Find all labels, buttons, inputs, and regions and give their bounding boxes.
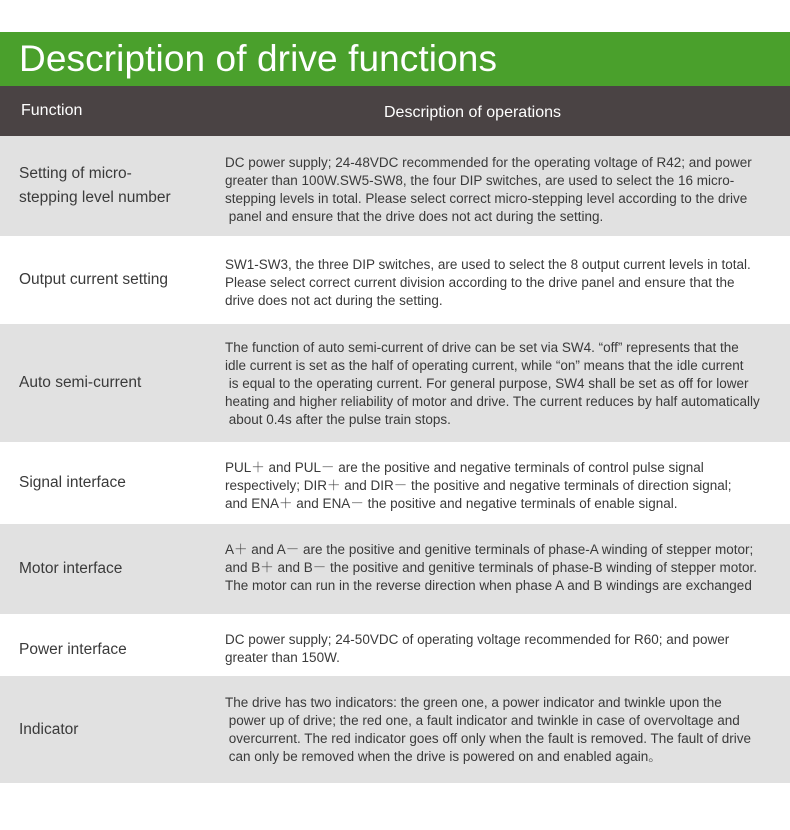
description-cell <box>225 256 785 310</box>
table-header <box>0 86 790 136</box>
description-line: heating and higher reliability of motor and drive. The current reduces by half automatically <box>225 394 760 409</box>
description-line: power up of drive; the red one, a fault indicator and twinkle in case of overvoltage and <box>225 713 740 728</box>
description-cell <box>225 339 785 429</box>
description-cell <box>225 459 785 513</box>
description-line: and ENA＋ and ENA－ the positive and negative terminals of enable signal. <box>225 496 678 511</box>
column-header-description: Description of operations <box>384 104 561 121</box>
function-cell: Motor interface <box>19 560 123 577</box>
description-line: stepping levels in total. Please select correct micro-stepping level according to the drive <box>225 191 748 206</box>
function-cell: Output current setting <box>19 271 169 288</box>
description-cell <box>225 694 785 766</box>
function-cell: Indicator <box>19 720 79 738</box>
description-line: greater than 100W.SW5-SW8, the four DIP switches, are used to select the 16 micro- <box>225 173 735 188</box>
table-row <box>0 614 790 676</box>
page-title: Description of drive functions <box>19 38 498 79</box>
description-cell <box>225 541 785 595</box>
description-line: PUL＋ and PUL－ are the positive and negative terminals of control pulse signal <box>225 460 704 475</box>
description-line: drive does not act during the setting. <box>225 293 443 308</box>
description-line: panel and ensure that the drive does not act during the setting. <box>225 209 604 224</box>
description-line: and B＋ and B－ the positive and genitive terminals of phase-B winding of stepper motor. <box>225 560 758 575</box>
table-row <box>0 442 790 524</box>
table-row <box>0 236 790 324</box>
description-line: Please select correct current division according to the drive panel and ensure that the <box>225 275 735 290</box>
function-cell: Setting of micro-stepping level number <box>19 165 171 206</box>
description-line: can only be removed when the drive is powered on and enabled again。 <box>225 749 662 764</box>
description-line: DC power supply; 24-48VDC recommended for the operating voltage of R42; and power <box>225 155 752 170</box>
description-line: idle current is set as the half of operating current, while “on” means that the idle current <box>225 358 744 373</box>
description-line: The function of auto semi-current of drive can be set via SW4. “off” represents that the <box>225 340 739 355</box>
description-line: is equal to the operating current. For general purpose, SW4 shall be set as off for lower <box>225 376 749 391</box>
description-line: about 0.4s after the pulse train stops. <box>225 412 451 427</box>
description-line: A＋ and A－ are the positive and genitive terminals of phase-A winding of stepper motor; <box>225 542 754 557</box>
description-line: SW1-SW3, the three DIP switches, are used to select the 8 output current levels in total. <box>225 257 751 272</box>
function-cell: Signal interface <box>19 474 126 491</box>
description-cell <box>225 154 785 226</box>
description-line: overcurrent. The red indicator goes off only when the fault is removed. The fault of drive <box>225 731 752 746</box>
table-row <box>0 136 790 236</box>
description-line: DC power supply; 24-50VDC of operating voltage recommended for R60; and power <box>225 632 730 647</box>
description-cell <box>225 631 785 667</box>
column-header-function: Function <box>21 102 83 119</box>
description-line: respectively; DIR＋ and DIR－ the positive and negative terminals of direction signal; <box>225 478 732 493</box>
table-row <box>0 676 790 783</box>
table-row <box>0 324 790 442</box>
function-cell: Auto semi-current <box>19 374 142 391</box>
description-line: The drive has two indicators: the green one, a power indicator and twinkle upon the <box>225 695 722 710</box>
table-row <box>0 524 790 614</box>
description-line: The motor can run in the reverse direction when phase A and B windings are exchanged <box>225 578 752 593</box>
description-line: greater than 150W. <box>225 650 340 665</box>
function-cell: Power interface <box>19 641 127 658</box>
title-banner <box>0 32 790 86</box>
